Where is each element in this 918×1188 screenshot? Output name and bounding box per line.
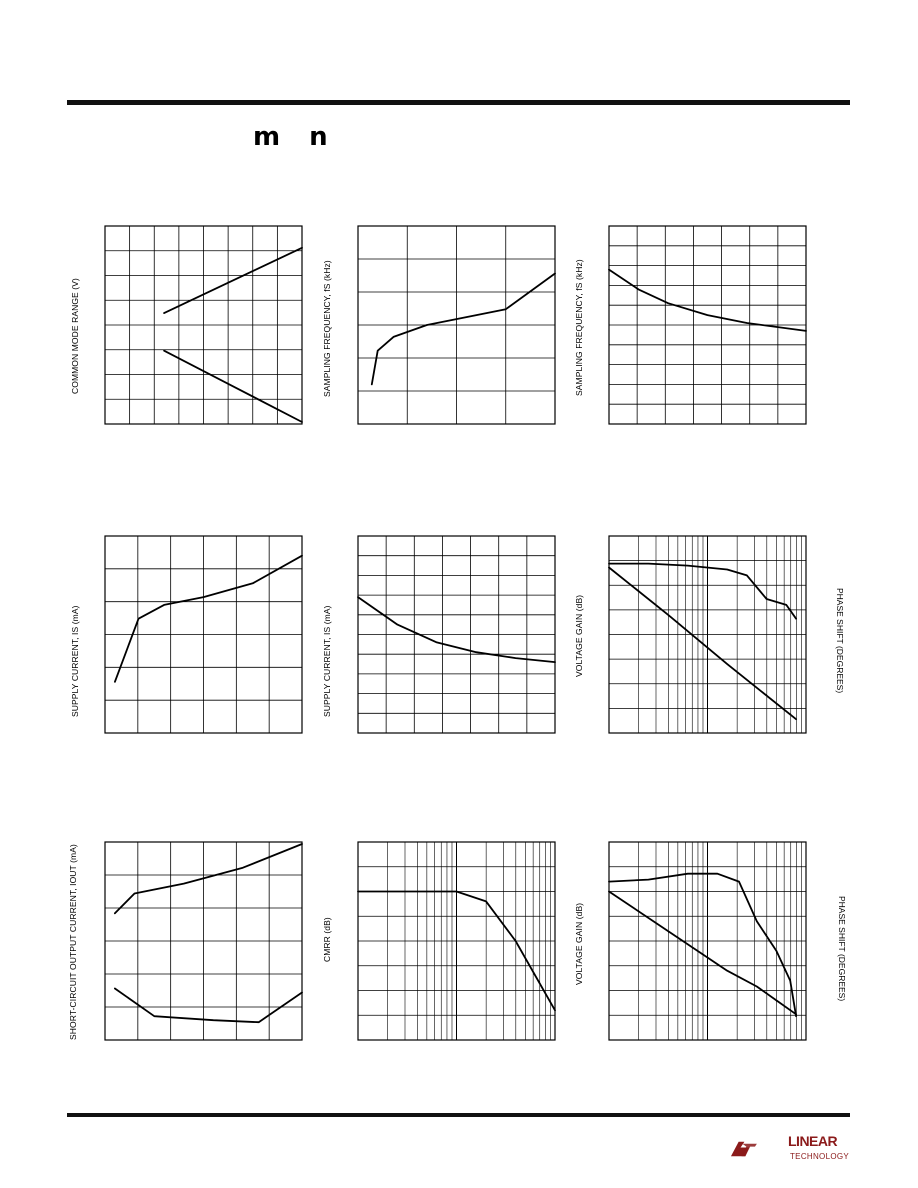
series-line-2 — [609, 892, 796, 1015]
bottom-rule — [67, 1113, 850, 1117]
chart-short-circuit-current — [105, 842, 302, 1040]
chart-supply-current-2 — [358, 536, 555, 733]
ylabel-phase-shift-1: PHASE SHIFT (DEGREES) — [835, 588, 845, 694]
series-line-1 — [115, 844, 302, 913]
ylabel-short-circuit-current: SHORT-CIRCUIT OUTPUT CURRENT, IOUT (mA) — [68, 844, 78, 1040]
ylabel-cmrr: CMRR (dB) — [322, 917, 332, 962]
header-glyphs: m n — [253, 122, 338, 152]
chart-cmrr — [358, 842, 555, 1040]
chart-voltage-gain-1 — [609, 536, 806, 733]
chart-common-mode-range — [105, 226, 302, 424]
series-line-1 — [115, 556, 302, 682]
series-line-2 — [164, 351, 302, 422]
ylabel-sampling-frequency-1: SAMPLING FREQUENCY, fS (kHz) — [322, 260, 332, 397]
ylabel-phase-shift-2: PHASE SHIFT (DEGREES) — [837, 896, 847, 1002]
top-rule — [67, 100, 850, 105]
series-line-1 — [609, 270, 806, 331]
series-line-1 — [372, 274, 555, 385]
ylabel-supply-current-1: SUPPLY CURRENT, IS (mA) — [70, 605, 80, 717]
series-line-1 — [164, 248, 302, 313]
series-line-1 — [358, 597, 555, 662]
series-line-1 — [609, 564, 796, 619]
logo-wordmark: LINEAR — [788, 1133, 838, 1149]
chart-sampling-frequency-2 — [609, 226, 806, 424]
ylabel-voltage-gain-1: VOLTAGE GAIN (dB) — [574, 594, 584, 677]
series-line-2 — [115, 989, 302, 1023]
ylabel-sampling-frequency-2: SAMPLING FREQUENCY, fS (kHz) — [574, 259, 584, 396]
lt-logo-icon — [730, 1132, 790, 1166]
chart-sampling-frequency-1 — [358, 226, 555, 424]
ylabel-supply-current-2: SUPPLY CURRENT, IS (mA) — [322, 605, 332, 717]
ylabel-common-mode-range: COMMON MODE RANGE (V) — [70, 278, 80, 394]
chart-voltage-gain-2 — [609, 842, 806, 1040]
series-line-2 — [609, 568, 796, 720]
chart-supply-current-1 — [105, 536, 302, 733]
logo-subtitle: TECHNOLOGY — [790, 1152, 850, 1161]
ylabel-voltage-gain-2: VOLTAGE GAIN (dB) — [574, 902, 584, 985]
